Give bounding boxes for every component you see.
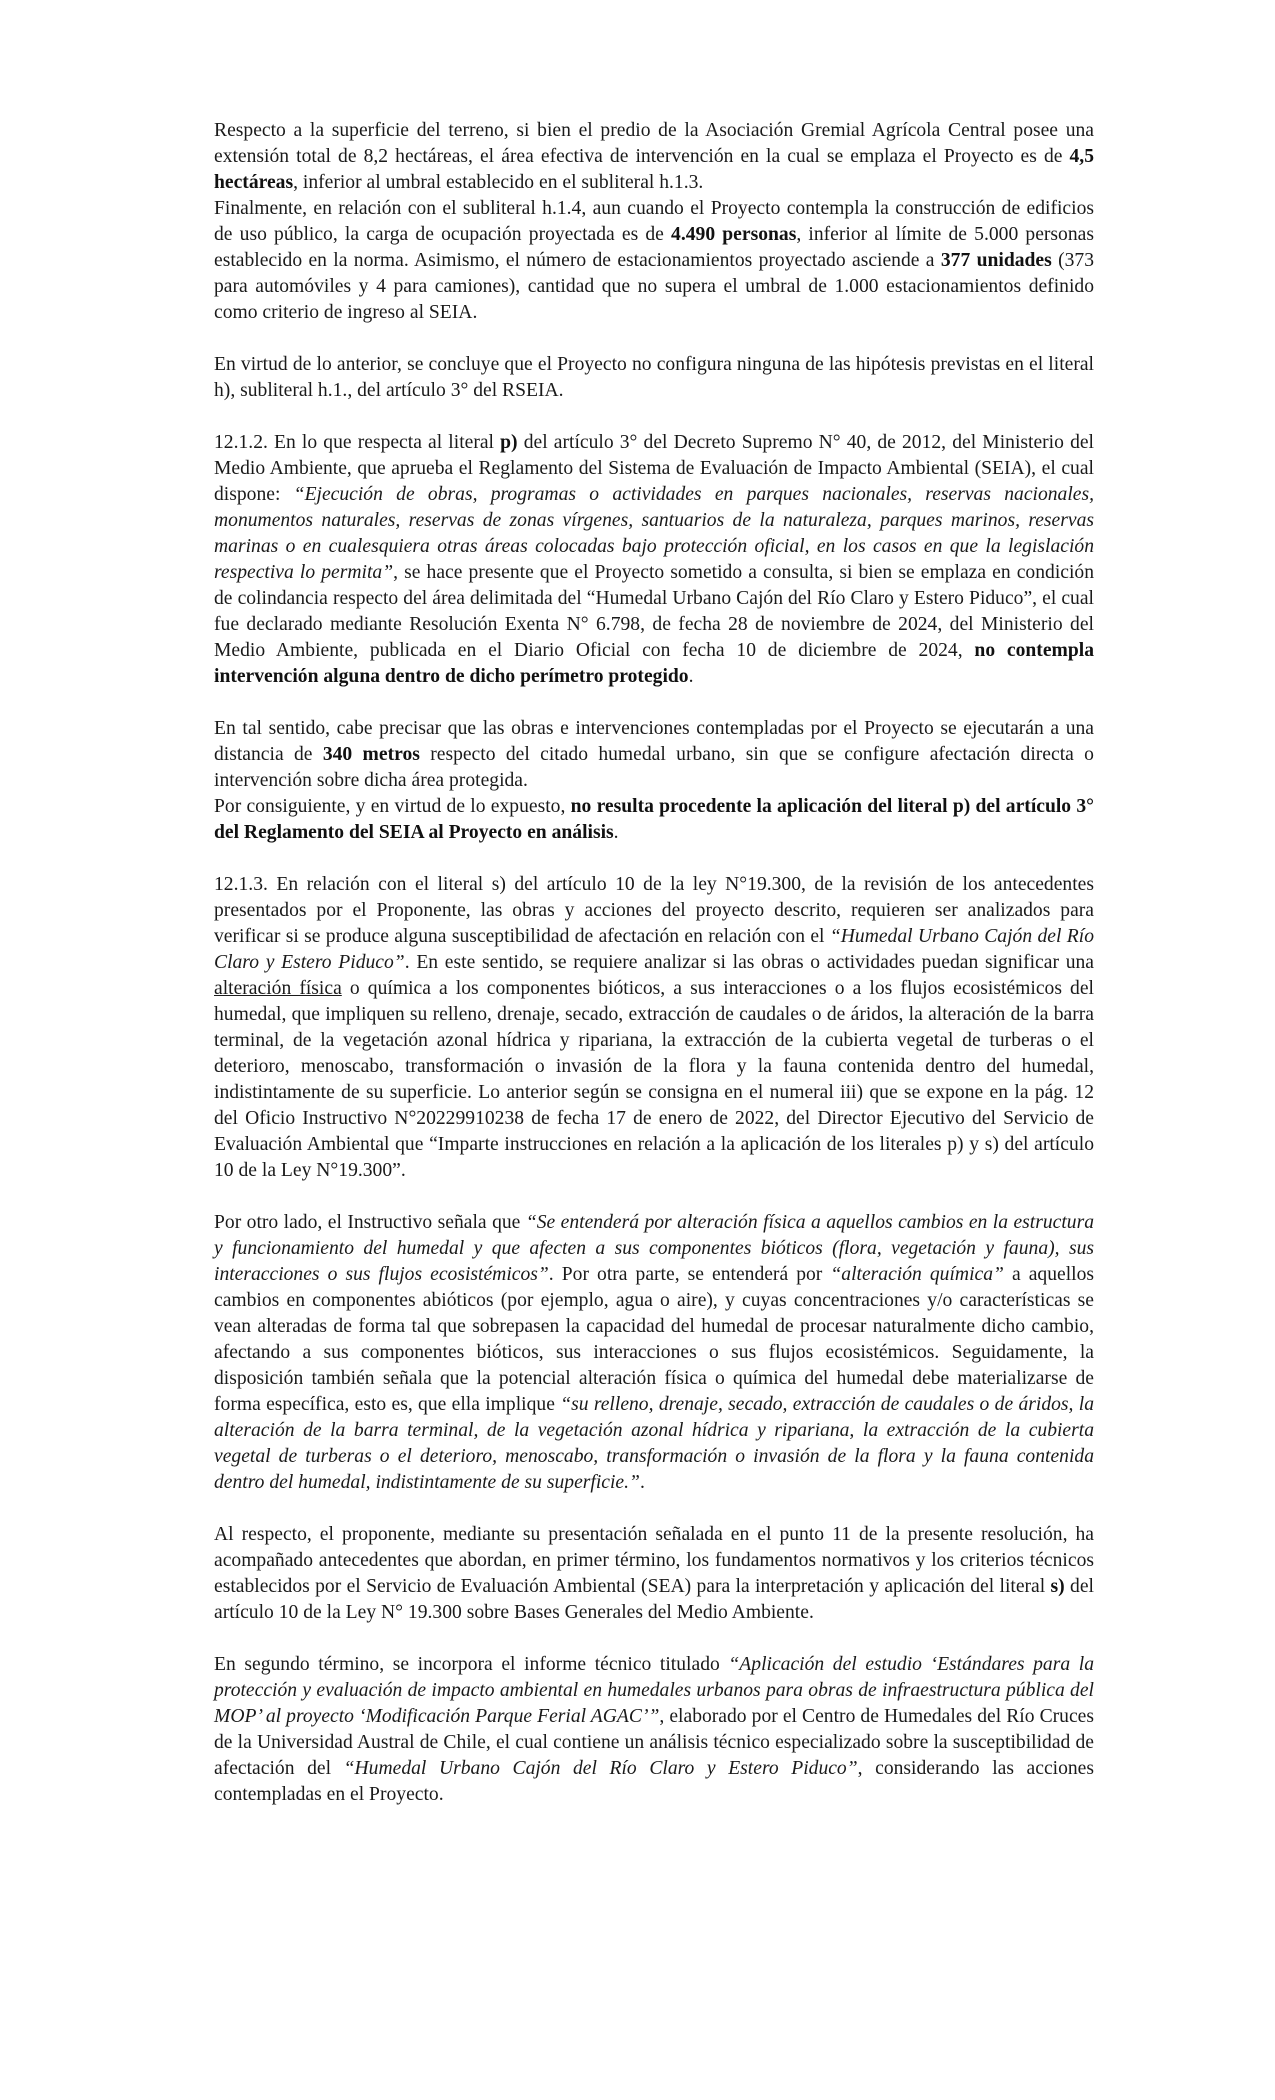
document-page (214, 118, 1094, 1808)
text-run: (373 para automóviles y 4 para camiones), cantidad que no supera el umbral de 1.000 estacionamientos definido como criterio de ingreso al SEIA. (214, 250, 1094, 323)
text-run: . (639, 1472, 645, 1493)
text-run: Finalmente, en relación con el subliteral h.1.4, aun cuando el Proyecto contempla la construcción de edificios de uso público, la carga de ocupación proyectada es de (214, 198, 1094, 245)
paragraph-gap (214, 846, 1094, 872)
italic-quote: “Ejecución de obras, programas o actividades en parques nacionales, reservas nacionales, monumentos naturales, reservas de zonas vírgenes, santuarios de la naturaleza, parques marinos, reservas marinas o en cualesquiera otras áreas colocadas bajo protección oficial, en los casos en que la legislación respectiva lo permita” (214, 484, 1095, 583)
bold-text: 4.490 personas (671, 224, 797, 245)
paragraph-informe-tecnico (214, 1652, 1094, 1808)
text-run: . Por otra parte, se entenderá por (548, 1264, 831, 1285)
italic-quote: “su relleno, drenaje, secado, extracción de caudales o de áridos, la alteración de la barra terminal, de la vegetación azonal hídrica y ripariana, la extracción de la cubierta vegetal de turberas o el deterioro, menoscabo, transformación o invasión de la flora y la fauna contenida dentro del humedal, indistintamente de su superficie.” (214, 1394, 1094, 1493)
text-run: , inferior al límite de 5.000 personas establecido en la norma. Asimismo, el número de estacionamientos proyectado asciende a (214, 224, 1094, 271)
text-run: 12.1.3. En relación con el literal s) del artículo 10 de la ley N°19.300, de la revisión de los antecedentes presentados por el Proponente, las obras y acciones del proyecto descrito, requieren ser analizados para verificar si se produce alguna susceptibilidad de afectación en relación con el (214, 874, 1094, 947)
text-run: 12.1.2. En lo que respecta al literal (214, 432, 501, 453)
text-run: a aquellos cambios en componentes abióticos (por ejemplo, agua o aire), y cuyas concentraciones y/o características se vean alteradas de forma tal que sobrepasen la capacidad del humedal de procesar naturalmente dicho cambio, afectando a sus componentes bióticos, sus interacciones o sus flujos ecosistémicos. Seguidamente, la disposición también señala que la potencial alteración física o química del humedal debe materializarse de forma específica, esto es, que ella implique (214, 1264, 1095, 1415)
italic-quote: “Humedal Urbano Cajón del Río Claro y Estero Piduco” (343, 1758, 858, 1779)
text-run: Por otro lado, el Instructivo señala que (214, 1212, 526, 1233)
paragraph-ocupacion-estacionamientos (214, 196, 1094, 326)
paragraph-antecedentes-proponente (214, 1522, 1094, 1626)
paragraph-conclusion-literal-p (214, 794, 1094, 846)
paragraph-gap (214, 404, 1094, 430)
text-run: Respecto a la superficie del terreno, si bien el predio de la Asociación Gremial Agrícola Central posee una extensión total de 8,2 hectáreas, el área efectiva de intervención en la cual se emplaza el Proyecto es de (214, 120, 1094, 167)
paragraph-gap (214, 1496, 1094, 1522)
paragraph-gap (214, 1626, 1094, 1652)
paragraph-distancia-humedal (214, 716, 1094, 794)
paragraph-gap (214, 690, 1094, 716)
paragraph-12-1-3 (214, 872, 1094, 1184)
bold-text: no resulta procedente la aplicación del literal p) del artículo 3° del Reglamento del SEIA al Proyecto en análisis (214, 796, 1094, 843)
paragraph-instructivo-definiciones (214, 1210, 1094, 1496)
bold-text: no contempla intervención alguna dentro de dicho perímetro protegido (214, 640, 1094, 687)
text-run: En virtud de lo anterior, se concluye que el Proyecto no configura ninguna de las hipótesis previstas en el literal h), subliteral h.1., del artículo 3° del RSEIA. (214, 354, 1094, 401)
italic-quote: “Humedal Urbano Cajón del Río Claro y Estero Piduco” (214, 926, 1094, 973)
bold-text: p) (500, 432, 518, 453)
bold-text: 377 unidades (940, 250, 1052, 271)
text-run: , se hace presente que el Proyecto sometido a consulta, si bien se emplaza en condición de colindancia respecto del área delimitada del “Humedal Urbano Cajón del Río Claro y Estero Piduco”, el cual fue declarado mediante Resolución Exenta N° 6.798, de fecha 28 de noviembre de 2024, del Ministerio del Medio Ambiente, publicada en el Diario Oficial con fecha 10 de diciembre de 2024, (214, 562, 1094, 661)
italic-quote: “alteración química” (830, 1264, 1004, 1285)
italic-quote: “Aplicación del estudio ‘Estándares para la protección y evaluación de impacto ambiental en humedales urbanos para obras de infraestructura pública del MOP’ al proyecto ‘Modificación Parque Ferial AGAC’” (214, 1654, 1094, 1727)
paragraph-gap (214, 326, 1094, 352)
text-run: , inferior al umbral establecido en el subliteral h.1.3. (293, 172, 704, 193)
bold-text: 340 metros (322, 744, 420, 765)
underlined-text: alteración física (214, 978, 342, 999)
text-run: respecto del citado humedal urbano, sin que se configure afectación directa o intervención sobre dicha área protegida. (214, 744, 1094, 791)
text-run: o química a los componentes bióticos, a sus interacciones o a los flujos ecosistémicos del humedal, que impliquen su relleno, drenaje, secado, extracción de caudales o de áridos, la alteración de la barra terminal, de la vegetación azonal hídrica y ripariana, la extracción de la cubierta vegetal de turberas o el deterioro, menoscabo, transformación o invasión de la flora y la fauna contenida dentro del humedal, indistintamente de su superficie. Lo anterior según se consigna en el numeral iii) que se expone en la pág. 12 del Oficio Instructivo N°20229910238 de fecha 17 de enero de 2022, del Director Ejecutivo del Servicio de Evaluación Ambiental que “Imparte instrucciones en relación a la aplicación de los literales p) y s) del artículo 10 de la Ley N°19.300”. (214, 978, 1094, 1181)
paragraph-superficie (214, 118, 1094, 196)
italic-quote: “Se entenderá por alteración física a aquellos cambios en la estructura y funcionamiento del humedal y que afecten a sus componentes bióticos (flora, vegetación y fauna), sus interacciones o sus flujos ecosistémicos” (214, 1212, 1094, 1285)
paragraph-12-1-2 (214, 430, 1094, 690)
bold-text: s) (1050, 1576, 1065, 1597)
text-run: , considerando las acciones contempladas en el Proyecto. (214, 1758, 1094, 1805)
bold-text: 4,5 hectáreas (214, 146, 1094, 193)
text-run: Al respecto, el proponente, mediante su presentación señalada en el punto 11 de la presente resolución, ha acompañado antecedentes que abordan, en primer término, los fundamentos normativos y los criterios técnicos establecidos por el Servicio de Evaluación Ambiental (SEA) para la interpretación y aplicación del literal (214, 1524, 1094, 1597)
text-run: , elaborado por el Centro de Humedales del Río Cruces de la Universidad Austral de Chile, el cual contiene un análisis técnico especializado sobre la susceptibilidad de afectación del (214, 1706, 1094, 1779)
text-run: En segundo término, se incorpora el informe técnico titulado (214, 1654, 729, 1675)
text-run: . (613, 822, 619, 843)
text-run: Por consiguiente, y en virtud de lo expuesto, (214, 796, 571, 817)
text-run: . (688, 666, 694, 687)
text-run: del artículo 3° del Decreto Supremo N° 40, de 2012, del Ministerio del Medio Ambiente, que aprueba el Reglamento del Sistema de Evaluación de Impacto Ambiental (SEIA), el cual dispone: (214, 432, 1094, 505)
text-run: . En este sentido, se requiere analizar si las obras o actividades puedan significar una (404, 952, 1094, 973)
text-run: del artículo 10 de la Ley N° 19.300 sobre Bases Generales del Medio Ambiente. (214, 1576, 1094, 1623)
paragraph-conclusion-literal-h (214, 352, 1094, 404)
text-run: En tal sentido, cabe precisar que las obras e intervenciones contempladas por el Proyecto se ejecutarán a una distancia de (214, 718, 1094, 765)
paragraph-gap (214, 1184, 1094, 1210)
